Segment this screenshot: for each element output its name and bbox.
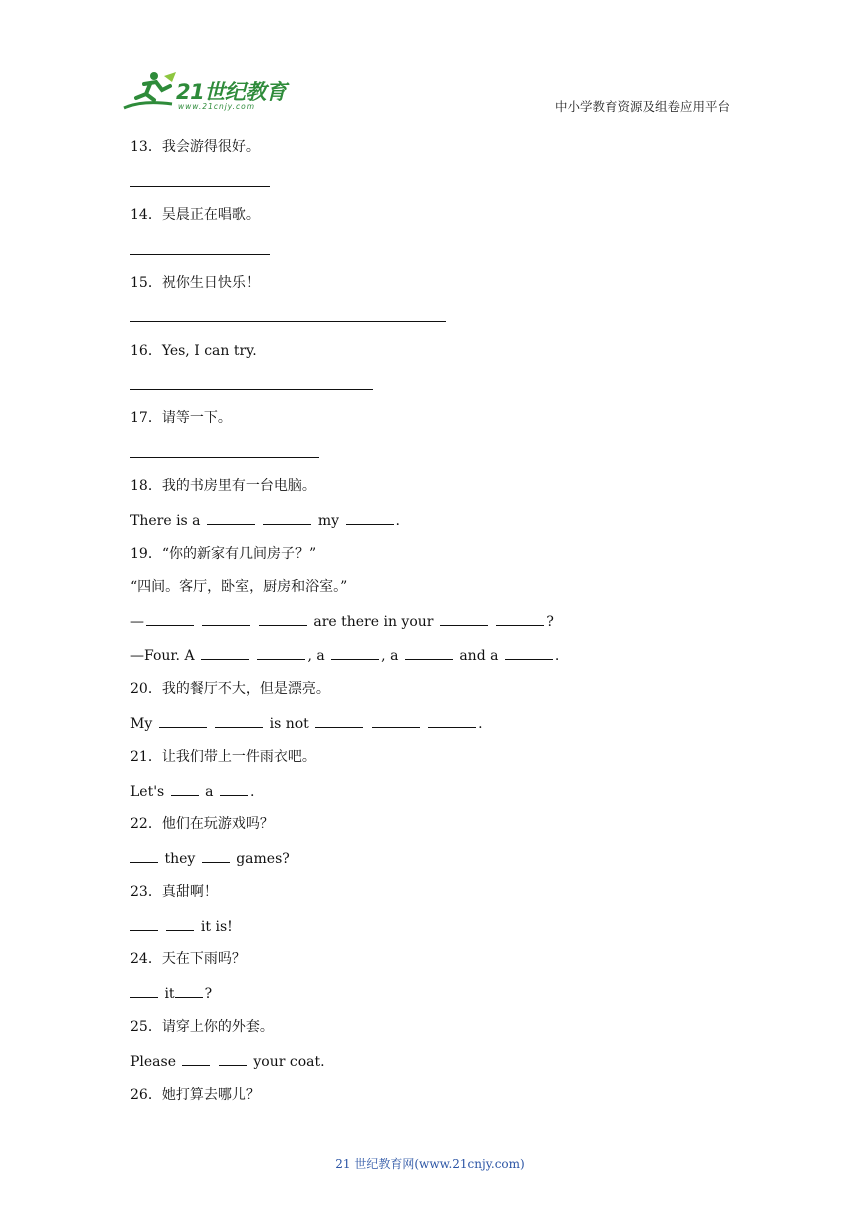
text-fragment: and a	[459, 648, 499, 664]
blank[interactable]	[315, 714, 363, 728]
question-16: 16．Yes, I can try.	[130, 343, 257, 359]
blank[interactable]	[130, 849, 158, 863]
blank[interactable]	[207, 511, 255, 525]
question-15: 15．祝你生日快乐！	[130, 275, 260, 291]
question-21-answer	[130, 782, 254, 801]
question-20-answer	[130, 714, 483, 733]
text-fragment: is not	[269, 716, 309, 732]
question-22: 22．他们在玩游戏吗？	[130, 816, 274, 832]
question-18-answer	[130, 511, 400, 530]
text-fragment: games?	[236, 851, 290, 867]
blank[interactable]	[146, 612, 194, 626]
blank[interactable]	[220, 782, 248, 796]
blank[interactable]	[257, 646, 305, 660]
question-24: 24．天在下雨吗？	[130, 951, 246, 967]
question-26: 26．她打算去哪儿？	[130, 1087, 260, 1103]
answer-line-15[interactable]	[130, 321, 446, 322]
text-fragment: Let's	[130, 784, 165, 800]
question-19: 19．“你的新家有几间房子？”	[130, 546, 317, 562]
answer-line-14[interactable]	[130, 254, 270, 255]
text-fragment: my	[317, 513, 340, 529]
text-fragment: —	[130, 614, 144, 630]
blank[interactable]	[202, 849, 230, 863]
question-23: 23．真甜啊！	[130, 884, 218, 900]
blank[interactable]	[496, 612, 544, 626]
question-23-answer	[130, 917, 233, 936]
text-fragment: , a	[381, 648, 399, 664]
blank[interactable]	[182, 1052, 210, 1066]
question-24-answer	[130, 984, 212, 1003]
blank[interactable]	[166, 917, 194, 931]
header-platform-text: 中小学教育资源及组卷应用平台	[554, 99, 730, 114]
blank[interactable]	[130, 984, 158, 998]
blank[interactable]	[201, 646, 249, 660]
text-fragment: are there in your	[313, 614, 434, 630]
runner-logo-icon	[122, 70, 178, 114]
blank[interactable]	[202, 612, 250, 626]
text-fragment: a	[205, 784, 214, 800]
answer-line-16[interactable]	[130, 389, 373, 390]
text-fragment: your coat.	[253, 1054, 325, 1070]
text-fragment: they	[164, 851, 196, 867]
question-19-answer-b	[130, 646, 559, 665]
text-fragment: My	[130, 716, 153, 732]
question-19-answer-a	[130, 612, 554, 631]
blank[interactable]	[372, 714, 420, 728]
text-fragment: There is a	[130, 513, 201, 529]
text-fragment: .	[554, 648, 560, 664]
question-19-line2: “四间。客厅，卧室，厨房和浴室。”	[130, 579, 348, 595]
text-fragment: .	[395, 513, 400, 529]
blank[interactable]	[175, 984, 203, 998]
answer-line-13[interactable]	[130, 186, 270, 187]
question-13: 13．我会游得很好。	[130, 139, 260, 155]
text-fragment: Please	[130, 1054, 176, 1070]
text-fragment: ?	[546, 614, 554, 630]
blank[interactable]	[505, 646, 553, 660]
text-fragment: —Four. A	[130, 648, 195, 664]
question-17: 17．请等一下。	[130, 410, 232, 426]
blank[interactable]	[159, 714, 207, 728]
text-fragment: .	[478, 716, 483, 732]
text-fragment: it is!	[200, 919, 233, 935]
blank[interactable]	[219, 1052, 247, 1066]
blank[interactable]	[130, 917, 158, 931]
blank[interactable]	[331, 646, 379, 660]
blank[interactable]	[428, 714, 476, 728]
text-fragment: ?	[204, 986, 213, 1002]
text-fragment: .	[249, 784, 255, 800]
question-18: 18．我的书房里有一台电脑。	[130, 478, 316, 494]
question-20: 20．我的餐厅不大，但是漂亮。	[130, 681, 330, 697]
question-25-answer	[130, 1052, 325, 1071]
blank[interactable]	[263, 511, 311, 525]
text-fragment: , a	[307, 648, 325, 664]
logo-title: 21世纪教育	[176, 80, 287, 104]
logo-url: www.21cnjy.com	[178, 102, 256, 111]
blank[interactable]	[215, 714, 263, 728]
question-22-answer	[130, 849, 290, 868]
blank[interactable]	[346, 511, 394, 525]
blank[interactable]	[171, 782, 199, 796]
site-logo	[122, 70, 292, 114]
text-fragment: it	[164, 986, 175, 1002]
question-21: 21．让我们带上一件雨衣吧。	[130, 749, 316, 765]
blank[interactable]	[259, 612, 307, 626]
blank[interactable]	[405, 646, 453, 660]
footer-link[interactable]: 21 世纪教育网(www.21cnjy.com)	[335, 1157, 525, 1171]
question-14: 14．吴晨正在唱歌。	[130, 207, 260, 223]
question-25: 25．请穿上你的外套。	[130, 1019, 274, 1035]
answer-line-17[interactable]	[130, 457, 319, 458]
blank[interactable]	[440, 612, 488, 626]
